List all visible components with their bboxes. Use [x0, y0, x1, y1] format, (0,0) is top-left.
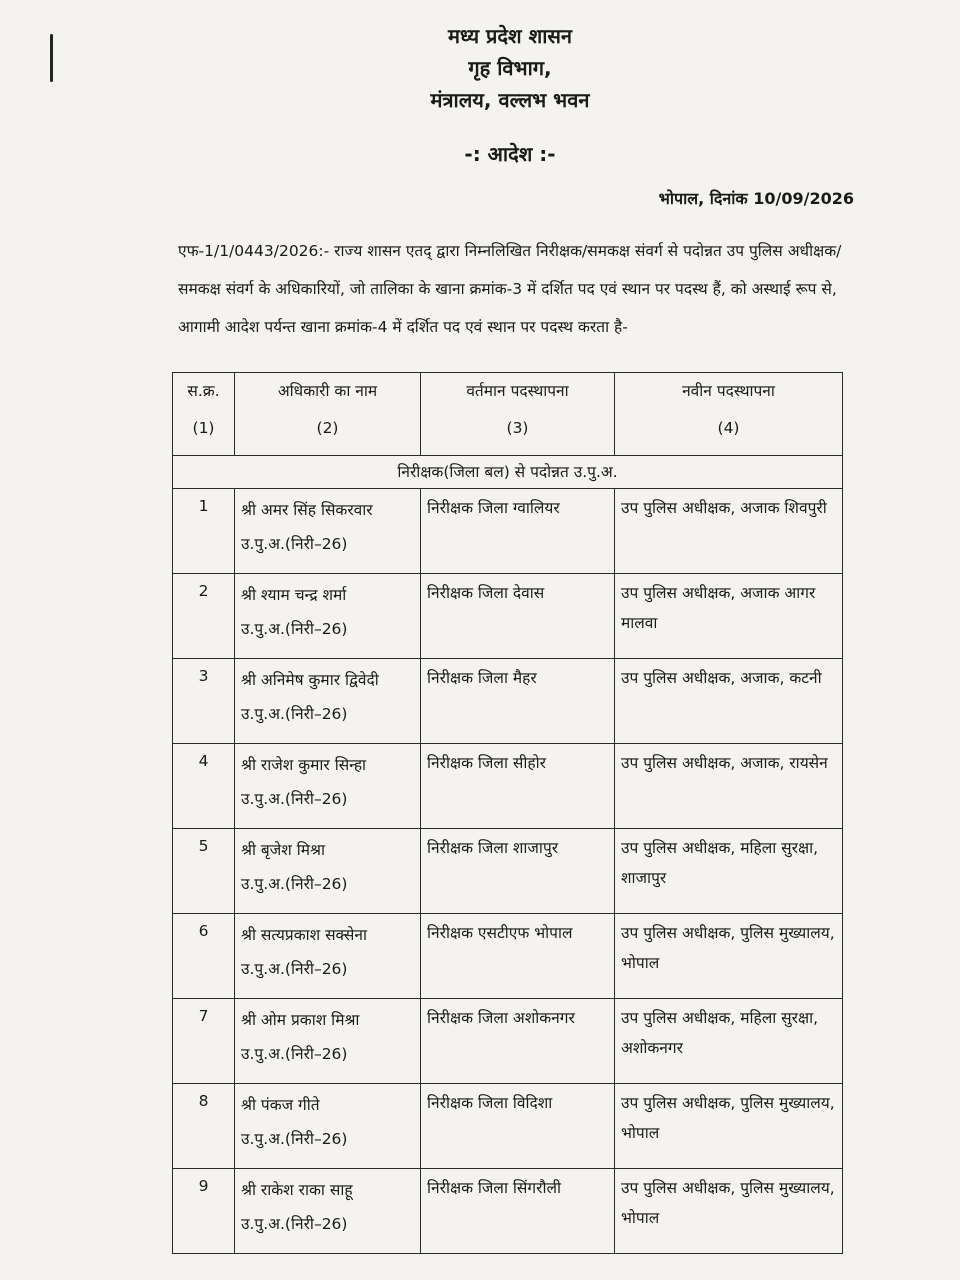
- new-posting: उप पुलिस अधीक्षक, अजाक आगर मालवा: [615, 574, 843, 659]
- officer-rank: उ.पु.अ.(निरी–26): [241, 875, 348, 893]
- current-posting: निरीक्षक जिला अशोकनगर: [421, 999, 615, 1084]
- serial-number: 8: [173, 1084, 235, 1169]
- table-header-row: [173, 373, 843, 456]
- new-posting: उप पुलिस अधीक्षक, महिला सुरक्षा, शाजापुर: [615, 829, 843, 914]
- letterhead: [360, 20, 660, 116]
- section-row: [173, 456, 843, 489]
- table-row: [173, 574, 843, 659]
- officer-name: श्री सत्यप्रकाश सक्सेना: [241, 926, 368, 944]
- serial-number: 4: [173, 744, 235, 829]
- officer-cell: [235, 489, 421, 574]
- current-posting: निरीक्षक जिला मैहर: [421, 659, 615, 744]
- header-serial: स.क्र. (1): [173, 373, 235, 456]
- current-posting: निरीक्षक जिला विदिशा: [421, 1084, 615, 1169]
- officer-rank: उ.पु.अ.(निरी–26): [241, 620, 348, 638]
- header-current-posting: वर्तमान पदस्थापना (3): [421, 373, 615, 456]
- serial-number: 2: [173, 574, 235, 659]
- new-posting: उप पुलिस अधीक्षक, पुलिस मुख्यालय, भोपाल: [615, 1169, 843, 1254]
- officer-name: श्री राजेश कुमार सिन्हा: [241, 756, 367, 774]
- order-paragraph: एफ-1/1/0443/2026:- राज्य शासन एतद् द्वारा निम्नलिखित निरीक्षक/समकक्ष संवर्ग से पदोन्नत उप पुलिस अधीक्षक/समकक्ष संवर्ग के अधिकारियों, जो तालिका के खाना क्रमांक-3 में दर्शित पद एवं स्थान पर पदस्थ हैं, को अस्थाई रूप से, आगामी आदेश पर्यन्त खाना क्रमांक-4 में दर्शित पद एवं स्थान पर पदस्थ करता है-: [178, 242, 842, 336]
- current-posting: निरीक्षक जिला शाजापुर: [421, 829, 615, 914]
- table-row: [173, 999, 843, 1084]
- table-row: [173, 1084, 843, 1169]
- new-posting: उप पुलिस अधीक्षक, महिला सुरक्षा, अशोकनगर: [615, 999, 843, 1084]
- order-title: -: आदेश :-: [464, 142, 556, 166]
- table-row: [173, 914, 843, 999]
- officer-rank: उ.पु.अ.(निरी–26): [241, 1130, 348, 1148]
- posting-table: [172, 372, 843, 1254]
- officer-cell: [235, 574, 421, 659]
- section-title: निरीक्षक(जिला बल) से पदोन्नत उ.पु.अ.: [173, 456, 843, 489]
- officer-rank: उ.पु.अ.(निरी–26): [241, 1045, 348, 1063]
- serial-number: 3: [173, 659, 235, 744]
- department-name: गृह विभाग,: [468, 56, 552, 80]
- serial-number: 1: [173, 489, 235, 574]
- officer-cell: [235, 659, 421, 744]
- officer-name: श्री अमर सिंह सिकरवार: [241, 501, 373, 519]
- officer-name: श्री ओम प्रकाश मिश्रा: [241, 1011, 360, 1029]
- officer-rank: उ.पु.अ.(निरी–26): [241, 790, 348, 808]
- ministry-name: मंत्रालय, वल्लभ भवन: [430, 88, 590, 112]
- margin-mark: [50, 34, 53, 82]
- table-row: [173, 744, 843, 829]
- officer-rank: उ.पु.अ.(निरी–26): [241, 1215, 348, 1233]
- current-posting: निरीक्षक जिला ग्वालियर: [421, 489, 615, 574]
- table-row: [173, 1169, 843, 1254]
- new-posting: उप पुलिस अधीक्षक, अजाक शिवपुरी: [615, 489, 843, 574]
- current-posting: निरीक्षक जिला देवास: [421, 574, 615, 659]
- officer-name: श्री बृजेश मिश्रा: [241, 841, 326, 859]
- officer-name: श्री श्याम चन्द्र शर्मा: [241, 586, 347, 604]
- current-posting: निरीक्षक एसटीएफ भोपाल: [421, 914, 615, 999]
- officer-cell: [235, 1084, 421, 1169]
- government-name: मध्य प्रदेश शासन: [447, 24, 572, 48]
- officer-rank: उ.पु.अ.(निरी–26): [241, 535, 348, 553]
- serial-number: 7: [173, 999, 235, 1084]
- officer-cell: [235, 914, 421, 999]
- officer-rank: उ.पु.अ.(निरी–26): [241, 960, 348, 978]
- officer-name: श्री राकेश राका साहू: [241, 1181, 353, 1199]
- officer-rank: उ.पु.अ.(निरी–26): [241, 705, 348, 723]
- officer-cell: [235, 829, 421, 914]
- place-date: भोपाल, दिनांक 10/09/2026: [658, 189, 854, 208]
- officer-cell: [235, 999, 421, 1084]
- officer-name: श्री अनिमेष कुमार द्विवेदी: [241, 671, 379, 689]
- header-officer-name: अधिकारी का नाम (2): [235, 373, 421, 456]
- current-posting: निरीक्षक जिला सिंगरौली: [421, 1169, 615, 1254]
- table-row: [173, 829, 843, 914]
- officer-cell: [235, 1169, 421, 1254]
- serial-number: 6: [173, 914, 235, 999]
- serial-number: 9: [173, 1169, 235, 1254]
- table-row: [173, 489, 843, 574]
- serial-number: 5: [173, 829, 235, 914]
- new-posting: उप पुलिस अधीक्षक, पुलिस मुख्यालय, भोपाल: [615, 1084, 843, 1169]
- current-posting: निरीक्षक जिला सीहोर: [421, 744, 615, 829]
- new-posting: उप पुलिस अधीक्षक, अजाक, कटनी: [615, 659, 843, 744]
- officer-name: श्री पंकज गीते: [241, 1096, 320, 1114]
- table-row: [173, 659, 843, 744]
- new-posting: उप पुलिस अधीक्षक, पुलिस मुख्यालय, भोपाल: [615, 914, 843, 999]
- new-posting: उप पुलिस अधीक्षक, अजाक, रायसेन: [615, 744, 843, 829]
- officer-cell: [235, 744, 421, 829]
- header-new-posting: नवीन पदस्थापना (4): [615, 373, 843, 456]
